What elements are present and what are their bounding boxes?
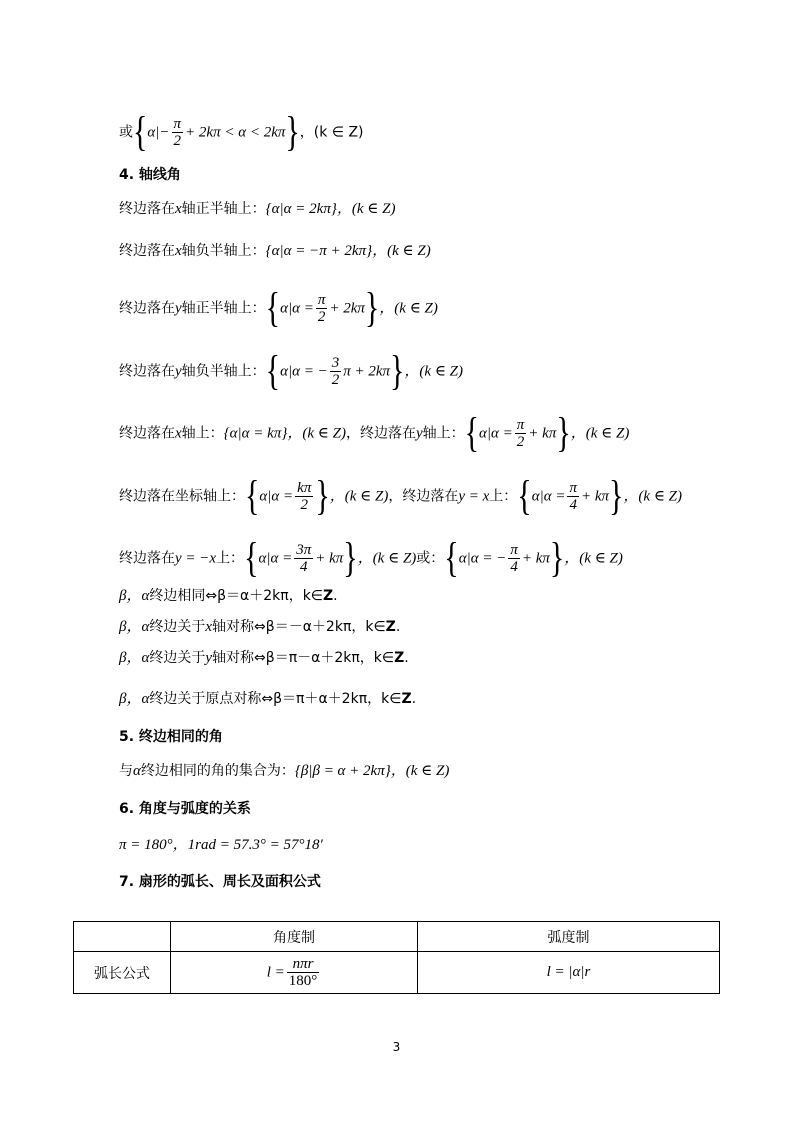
x-negative-line: 终边落在x轴负半轴上：{α|α = −π + 2kπ}，(k ∈ Z) [119,243,431,259]
arc-degree-formula: l = $\frac{\text{nπr}}{180^\circ}$ [171,952,418,994]
y-positive-line: 终边落在y轴正半轴上：{α|α = $\frac{\pi}{2}$ + 2kπ}，(k ∈ Z) [119,284,438,331]
or-alpha: α [147,124,156,141]
heading-6: 6. 角度与弧度的关系 [119,801,251,817]
heading-4: 4. 轴线角 [119,167,181,183]
diag-line: 终边落在y = −x上：{α|α = $\frac{3\pi}{4}$ + kπ}，(k ∈ Z)或：{α|α = − $\frac{\pi}{4}$ + kπ}，(k ∈ Z) [119,534,623,581]
or-cond: ，(k ∈ Z) [299,124,364,141]
or-rest: + 2kπ < α < 2kπ [185,124,286,141]
beta-origin-symmetry-line: β，α终边关于原点对称⇔β＝π＋α＋2kπ，k∈Z. [119,691,417,707]
beta-same-line: β，α终边相同⇔β＝α＋2kπ，k∈Z. [119,588,338,604]
heading-5: 5. 终边相同的角 [119,729,223,745]
table-header-degree: 角度制 [171,922,418,952]
arc-radian-formula: l = |α|r [418,952,720,994]
formula-table [73,921,720,994]
or-prefix: 或 [119,124,133,141]
y-negative-line: 终边落在y轴负半轴上：{α|α = − $\frac{3}{2}$ π + 2kπ}，(k ∈ Z) [119,347,464,394]
beta-y-symmetry-line: β，α终边关于y轴对称⇔β＝π－α＋2kπ，k∈Z. [119,650,409,666]
table-header-radian: 弧度制 [418,922,720,952]
table-row [74,952,720,994]
axis-line: 终边落在x轴上：{α|α = kπ}，(k ∈ Z)，终边落在y轴上：{α|α = $\frac{\pi}{2}$ + kπ}，(k ∈ Z) [119,409,630,456]
x-positive-line: 终边落在x轴正半轴上：{α|α = 2kπ}，(k ∈ Z) [119,201,396,217]
heading-7: 7. 扇形的弧长、周长及面积公式 [119,874,321,890]
table-corner-cell [74,922,171,952]
same-terminal-line: 与α终边相同的角的集合为：{β|β = α + 2kπ}，(k ∈ Z) [119,763,450,779]
beta-x-symmetry-line: β，α终边关于x轴对称⇔β＝－α＋2kπ，k∈Z. [119,619,401,635]
or-minus: − [159,124,170,141]
coord-line: 终边落在坐标轴上：{α|α = $\frac{k\pi}{2}$ }，(k ∈ Z)，终边落在y = x上：{α|α = $\frac{\pi}{4}$ + kπ}，(k ∈ Z) [119,472,683,519]
or-line: 或{α|− $\frac{\pi}{2}$ + 2kπ < α < 2kπ}，(k ∈ Z) [119,108,364,155]
page-number: 3 [392,1040,401,1054]
relation-line: π = 180°，1rad = 57.3° = 57°18′ [119,837,323,853]
table-row-label: 弧长公式 [74,952,171,994]
or-frac: $\frac{\pi}{2}$ [173,116,182,149]
table-header-row [74,922,720,952]
